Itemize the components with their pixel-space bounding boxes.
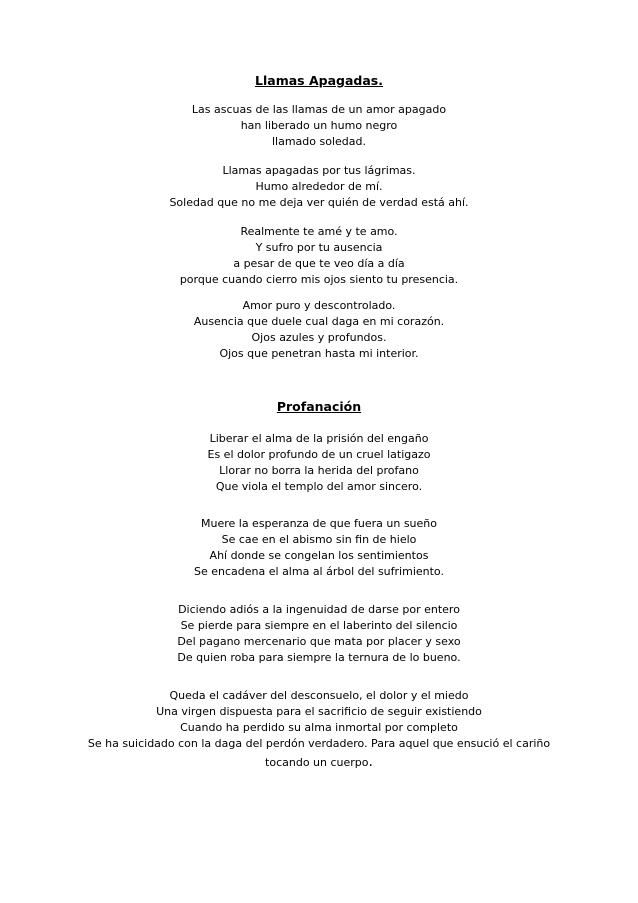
poem-title: Profanación [276, 399, 362, 414]
poem-line [0, 754, 638, 771]
poem-line: Del pagano mercenario que mata por placer y sexo [177, 635, 461, 648]
poem-title: Llamas Apagadas. [255, 73, 383, 88]
poem-line: Liberar el alma de la prisión del engaño [209, 432, 429, 445]
poem-line: Y sufro por tu ausencia [255, 241, 383, 254]
poem-line: Ojos azules y profundos. [251, 331, 387, 344]
poem-line: Las ascuas de las llamas de un amor apagado [191, 103, 447, 116]
poem-line: Llorar no borra la herida del profano [219, 464, 419, 477]
poem-line: Soledad que no me deja ver quién de verdad está ahí. [169, 196, 469, 209]
poem-line: Se encadena el alma al árbol del sufrimiento. [194, 565, 444, 578]
poem-line: Ojos que penetran hasta mi interior. [219, 347, 419, 360]
poem-line: Ausencia que duele cual daga en mi corazón. [193, 315, 445, 328]
poem-line: Cuando ha perdido su alma inmortal por completo [180, 721, 458, 734]
poem-line: Es el dolor profundo de un cruel latigazo [207, 448, 431, 461]
poem-line: Amor puro y descontrolado. [242, 299, 396, 312]
poem-line: Diciendo adiós a la ingenuidad de darse por entero [178, 603, 460, 616]
poem-line: Se cae en el abismo sin fin de hielo [221, 533, 417, 546]
closing-period: . [368, 754, 373, 770]
poem-line: porque cuando cierro mis ojos siento tu presencia. [179, 273, 459, 286]
poem-line: han liberado un humo negro [240, 119, 398, 132]
poem-line: Se pierde para siempre en el laberinto del silencio [180, 619, 458, 632]
poem-line: De quien roba para siempre la ternura de lo bueno. [177, 651, 461, 664]
poem-line: Queda el cadáver del desconsuelo, el dolor y el miedo [169, 689, 469, 702]
poem-line: Llamas apagadas por tus lágrimas. [222, 164, 416, 177]
poem-line: llamado soledad. [271, 135, 366, 148]
poem-line: Muere la esperanza de que fuera un sueño [200, 517, 437, 530]
poem-line-text: tocando un cuerpo [265, 756, 369, 769]
poem-line: Humo alrededor de mí. [255, 180, 383, 193]
poem-line: a pesar de que te veo día a día [233, 257, 405, 270]
poem-line: Realmente te amé y te amo. [240, 225, 398, 238]
poem-line: Se ha suicidado con la daga del perdón verdadero. Para aquel que ensució el cariño [87, 737, 551, 750]
poem-line: Que viola el templo del amor sincero. [215, 480, 423, 493]
poem-line: Ahí donde se congelan los sentimientos [209, 549, 429, 562]
poem-line: Una virgen dispuesta para el sacrificio de seguir existiendo [156, 705, 482, 718]
